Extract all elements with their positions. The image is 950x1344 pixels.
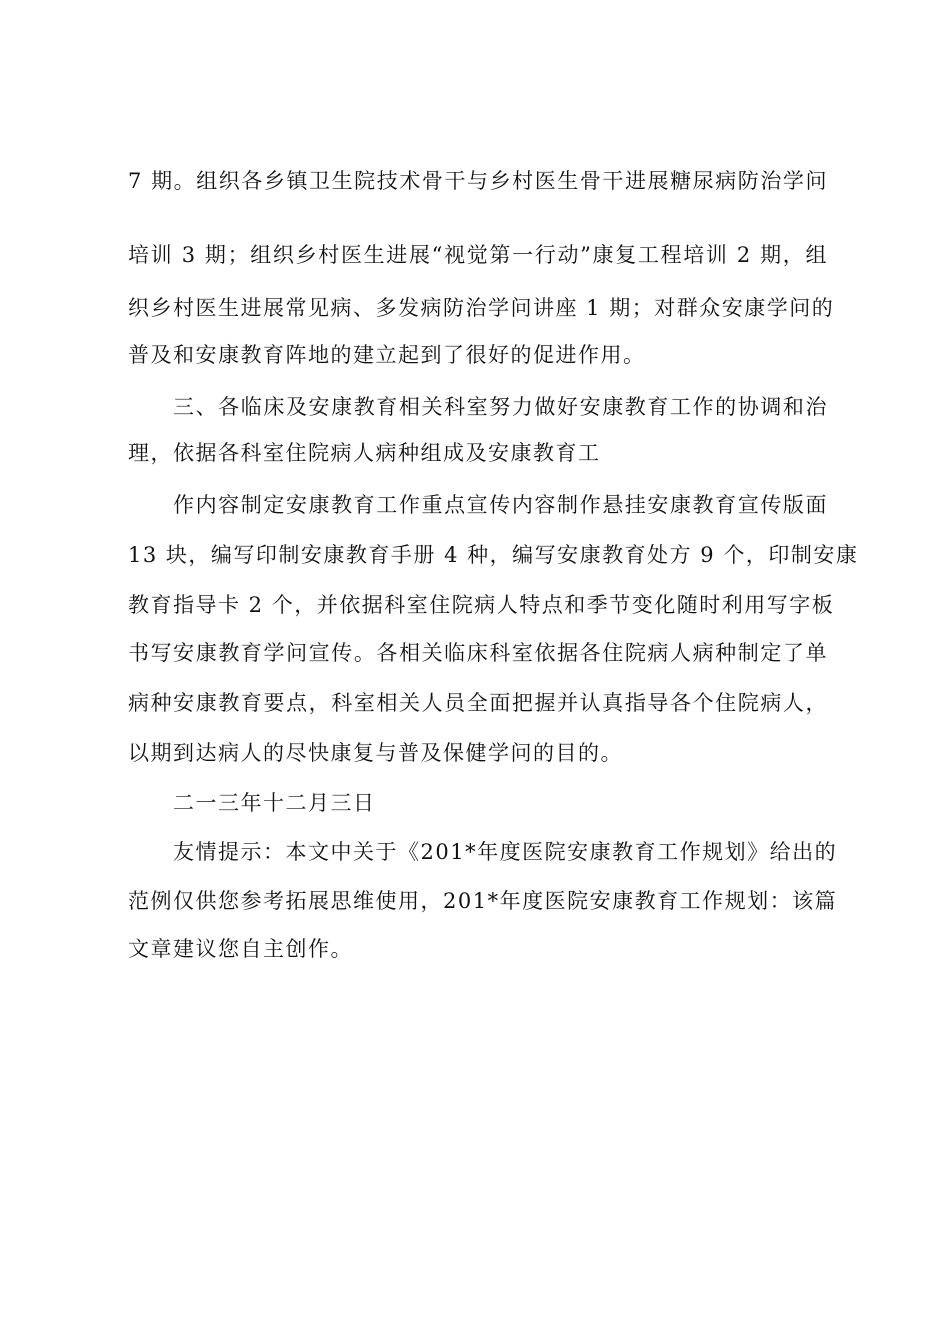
text-line-2: 培训 3 期；组织乡村医生进展“视觉第一行动”康复工程培训 2 期，组 — [128, 243, 828, 267]
text-line-11: 病种安康教育要点，科室相关人员全面把握并认真指导各个住院病人， — [128, 691, 828, 715]
text-line-16: 文章建议您自主创作。 — [128, 937, 353, 961]
date-line: 二一三年十二月三日 — [173, 791, 376, 815]
text-line-3: 织乡村医生进展常见病、多发病防治学问讲座 1 期；对群众安康学问的 — [128, 296, 835, 320]
text-line-15: 范例仅供您参考拓展思维使用，201*年度医院安康教育工作规划：该篇 — [128, 889, 838, 913]
text-line-8: 13 块，编写印制安康教育手册 4 种，编写安康教育处方 9 个，印制安康 — [128, 543, 859, 567]
text-line-6: 理，依据各科室住院病人病种组成及安康教育工 — [128, 441, 601, 465]
text-line-14: 友情提示：本文中关于《201*年度医院安康教育工作规划》给出的 — [173, 840, 838, 864]
text-line-4: 普及和安康教育阵地的建立起到了很好的促进作用。 — [128, 343, 646, 367]
text-line-10: 书写安康教育学问宣传。各相关临床科室依据各住院病人病种制定了单 — [128, 641, 828, 665]
text-line-9: 教育指导卡 2 个，并依据科室住院病人特点和季节变化随时利用写字板 — [128, 593, 835, 617]
text-line-1: 7 期。组织各乡镇卫生院技术骨干与乡村医生骨干进展糖尿病防治学问 — [128, 169, 828, 193]
text-line-5: 三、各临床及安康教育相关科室努力做好安康教育工作的协调和治 — [173, 395, 828, 419]
text-line-12: 以期到达病人的尽快康复与普及保健学问的目的。 — [128, 741, 623, 765]
text-line-7: 作内容制定安康教育工作重点宣传内容制作悬挂安康教育宣传版面 — [173, 493, 828, 517]
